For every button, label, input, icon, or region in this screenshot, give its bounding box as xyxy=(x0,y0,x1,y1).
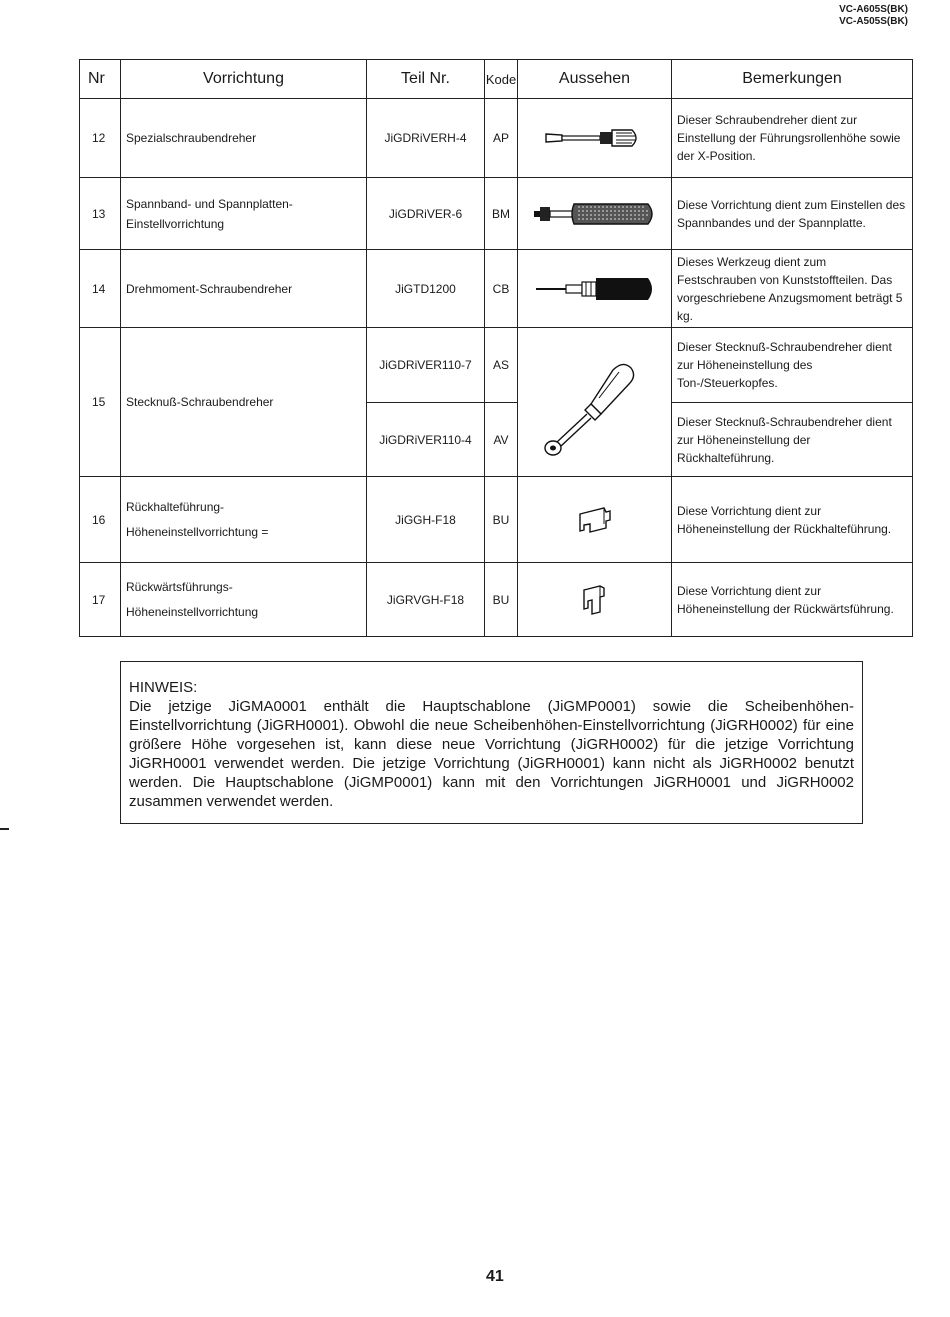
tool-picture xyxy=(518,178,672,250)
note-text: Die jetzige JiGMA0001 enthält die Hauptschablone (JiGMP0001) sowie die Scheibenhöhen-Einstellvorrichtung (JiGRH0001). Obwohl die neue Scheibenhöhen-Einstellvorrichtung (JiGRH0002) für eine größere Höhe vorgesehen ist, kann diese neue Vorrichtung (JiGRH0002) für die jetzige Vorrichtung JiGRH0001 verwendet werden. Die jetzige Vorrichtung (JiGRH0001) kann nicht als JiGRH0002 benutzt werden. Die Hauptschablone (JiGMP0001) kann mit den Vorrichtungen JiGRH0001 und JiGRH0002 zusammen verwendet werden. xyxy=(129,698,854,810)
tension-band-adjuster-icon xyxy=(530,199,660,229)
part-number: JiGTD1200 xyxy=(367,250,485,328)
device-name: Drehmoment-Schraubendreher xyxy=(121,250,367,328)
page-number: 41 xyxy=(486,1268,504,1285)
column-header-code: Kode xyxy=(485,60,518,99)
device-name xyxy=(121,477,367,563)
device-name-line: Höheneinstellvorrichtung = xyxy=(126,525,269,539)
remarks: Dieses Werkzeug dient zum Festschrauben von Kunststoffteilen. Das vorgeschriebene Anzugsmoment beträgt 5 kg. xyxy=(672,250,913,328)
row-number: 14 xyxy=(80,250,121,328)
device-name-line: Rückhalteführung- xyxy=(126,500,225,514)
reverse-guide-jig-icon xyxy=(570,580,620,620)
part-number: JiGDRiVER-6 xyxy=(367,178,485,250)
part-number: JiGGH-F18 xyxy=(367,477,485,563)
part-number: JiGDRiVER110-7 xyxy=(367,328,485,403)
tool-picture xyxy=(518,477,672,563)
torque-screwdriver-icon xyxy=(530,274,660,304)
special-screwdriver-icon xyxy=(540,124,650,152)
device-name: Spannband- und Spannplatten-Einstellvorrichtung xyxy=(121,178,367,250)
code: AP xyxy=(485,99,518,178)
column-header-appearance: Aussehen xyxy=(518,60,672,99)
socket-screwdriver-icon xyxy=(535,342,655,462)
tool-picture xyxy=(518,563,672,637)
device-name-line: Rückwärtsführungs- xyxy=(126,580,233,594)
table-row xyxy=(80,250,913,328)
column-header-part: Teil Nr. xyxy=(367,60,485,99)
device-name: Stecknuß-Schraubendreher xyxy=(121,328,367,477)
part-number: JiGDRiVERH-4 xyxy=(367,99,485,178)
code: BU xyxy=(485,477,518,563)
part-number: JiGRVGH-F18 xyxy=(367,563,485,637)
table-row xyxy=(80,328,913,403)
row-number: 12 xyxy=(80,99,121,178)
table-row xyxy=(80,99,913,178)
code: AS xyxy=(485,328,518,403)
table-header-row xyxy=(80,60,913,99)
model-codes xyxy=(839,4,908,28)
row-number: 17 xyxy=(80,563,121,637)
code: CB xyxy=(485,250,518,328)
tools-table xyxy=(79,59,913,637)
note-box xyxy=(120,661,863,824)
note-title: HINWEIS: xyxy=(129,679,198,696)
row-number: 13 xyxy=(80,178,121,250)
margin-mark xyxy=(0,828,9,830)
tool-picture xyxy=(518,250,672,328)
remarks: Diese Vorrichtung dient zur Höheneinstellung der Rückwärtsführung. xyxy=(672,563,913,637)
remarks: Dieser Stecknuß-Schraubendreher dient zur Höheneinstellung der Rückhalteführung. xyxy=(672,403,913,477)
part-number: JiGDRiVER110-4 xyxy=(367,403,485,477)
model-code: VC-A505S(BK) xyxy=(839,16,908,27)
row-number: 15 xyxy=(80,328,121,477)
column-header-device: Vorrichtung xyxy=(121,60,367,99)
device-name xyxy=(121,563,367,637)
remarks: Dieser Stecknuß-Schraubendreher dient zur Höheneinstellung des Ton-/Steuerkopfes. xyxy=(672,328,913,403)
tool-picture xyxy=(518,328,672,477)
code: BM xyxy=(485,178,518,250)
tool-picture xyxy=(518,99,672,178)
code: AV xyxy=(485,403,518,477)
model-code: VC-A605S(BK) xyxy=(839,4,908,15)
column-header-remarks: Bemerkungen xyxy=(672,60,913,99)
guide-height-jig-icon xyxy=(570,500,620,540)
table-row xyxy=(80,178,913,250)
device-name: Spezialschraubendreher xyxy=(121,99,367,178)
column-header-nr: Nr xyxy=(80,60,121,99)
remarks: Diese Vorrichtung dient zur Höheneinstellung der Rückhalteführung. xyxy=(672,477,913,563)
remarks: Dieser Schraubendreher dient zur Einstellung der Führungsrollenhöhe sowie der X-Position. xyxy=(672,99,913,178)
row-number: 16 xyxy=(80,477,121,563)
remarks: Diese Vorrichtung dient zum Einstellen des Spannbandes und der Spannplatte. xyxy=(672,178,913,250)
device-name-line: Höheneinstellvorrichtung xyxy=(126,605,259,619)
table-row xyxy=(80,563,913,637)
table-row xyxy=(80,477,913,563)
code: BU xyxy=(485,563,518,637)
